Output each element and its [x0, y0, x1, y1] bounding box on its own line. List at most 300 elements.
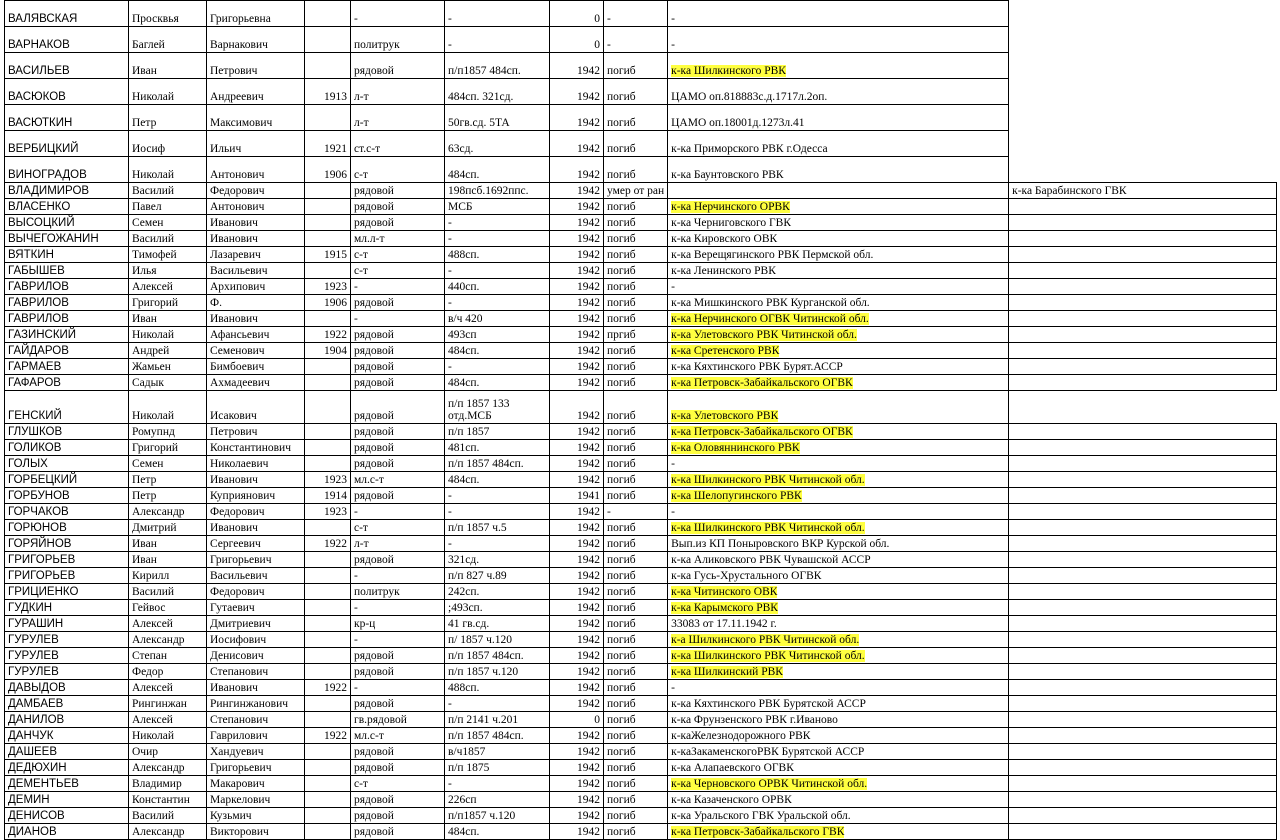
source-cell: к-ка Мишкинского РВК Курганской обл.: [668, 295, 1009, 311]
surname-cell: ГРИГОРЬЕВ: [5, 552, 129, 568]
extra-source-cell: [1009, 157, 1277, 183]
rank-cell: мл.с-т: [351, 472, 445, 488]
birth-year-cell: [305, 311, 351, 327]
surname-cell: ГАВРИЛОВ: [5, 279, 129, 295]
birth-year-cell: [305, 231, 351, 247]
death-year-cell: 1942: [550, 808, 604, 824]
first-name-cell: Иван: [129, 53, 207, 79]
surname-cell: ДИАНОВ: [5, 824, 129, 840]
first-name-cell: Дмитрий: [129, 520, 207, 536]
rank-cell: мл.с-т: [351, 728, 445, 744]
rank-cell: рядовой: [351, 456, 445, 472]
fate-cell: погиб: [604, 391, 668, 424]
fate-cell: умер от ран: [604, 183, 668, 199]
source-cell: [668, 520, 1009, 536]
fate-cell: погиб: [604, 664, 668, 680]
unit-cell: -: [445, 1, 550, 27]
rank-cell: рядовой: [351, 295, 445, 311]
patronymic-cell: Сергеевич: [207, 536, 305, 552]
table-row: [5, 552, 1277, 568]
source-cell: [668, 584, 1009, 600]
source-cell: [668, 375, 1009, 391]
source-cell: [668, 600, 1009, 616]
surname-cell: ДАМБАЕВ: [5, 696, 129, 712]
patronymic-cell: Федорович: [207, 504, 305, 520]
surname-cell: ГУРУЛЕВ: [5, 664, 129, 680]
source-cell: 33083 от 17.11.1942 г.: [668, 616, 1009, 632]
source-cell: к-ка Кяхтинского РВК Бурятской АССР: [668, 696, 1009, 712]
rank-cell: с-т: [351, 776, 445, 792]
death-year-cell: 1942: [550, 311, 604, 327]
fate-cell: погиб: [604, 760, 668, 776]
source-cell: [668, 53, 1009, 79]
extra-source-cell: [1009, 504, 1277, 520]
table-row: [5, 680, 1277, 696]
fate-cell: погиб: [604, 632, 668, 648]
birth-year-cell: [305, 552, 351, 568]
unit-cell: -: [445, 776, 550, 792]
patronymic-cell: Архипович: [207, 279, 305, 295]
first-name-cell: Александр: [129, 760, 207, 776]
table-row: [5, 728, 1277, 744]
death-year-cell: 1942: [550, 359, 604, 375]
source-cell: к-каЗакаменскогоРВК Бурятской АССР: [668, 744, 1009, 760]
rank-cell: рядовой: [351, 792, 445, 808]
rank-cell: рядовой: [351, 327, 445, 343]
fate-cell: погиб: [604, 552, 668, 568]
surname-cell: ГОРБЕЦКИЙ: [5, 472, 129, 488]
first-name-cell: Ромупнд: [129, 424, 207, 440]
table-row: [5, 215, 1277, 231]
birth-year-cell: [305, 664, 351, 680]
extra-source-cell: [1009, 456, 1277, 472]
table-row: [5, 616, 1277, 632]
unit-cell: 484сп.: [445, 343, 550, 359]
extra-source-cell: [1009, 632, 1277, 648]
unit-cell: 198пcб.1692ппс.: [445, 183, 550, 199]
highlighted-source: к-ка Черновского ОРВК Читинской обл.: [671, 777, 868, 790]
death-year-cell: 1942: [550, 696, 604, 712]
birth-year-cell: [305, 808, 351, 824]
death-year-cell: 1942: [550, 391, 604, 424]
death-year-cell: 1942: [550, 824, 604, 840]
death-year-cell: 1941: [550, 488, 604, 504]
birth-year-cell: [305, 359, 351, 375]
surname-cell: ВАСИЛЬЕВ: [5, 53, 129, 79]
extra-source-cell: [1009, 808, 1277, 824]
birth-year-cell: 1923: [305, 279, 351, 295]
first-name-cell: Николай: [129, 157, 207, 183]
unit-cell: п/п 827 ч.89: [445, 568, 550, 584]
extra-source-cell: [1009, 648, 1277, 664]
birth-year-cell: [305, 760, 351, 776]
unit-cell: -: [445, 231, 550, 247]
highlighted-source: к-ка Сретенского РВК: [671, 344, 780, 357]
death-year-cell: 1942: [550, 327, 604, 343]
table-row: [5, 359, 1277, 375]
source-cell: [668, 311, 1009, 327]
death-year-cell: 1942: [550, 664, 604, 680]
surname-cell: ГОРБУНОВ: [5, 488, 129, 504]
death-year-cell: 1942: [550, 728, 604, 744]
first-name-cell: Василий: [129, 231, 207, 247]
fate-cell: погиб: [604, 728, 668, 744]
death-year-cell: 1942: [550, 295, 604, 311]
source-cell: [668, 472, 1009, 488]
unit-cell: 484сп.: [445, 375, 550, 391]
surname-cell: ДЕДЮХИН: [5, 760, 129, 776]
unit-cell: 63сд.: [445, 131, 550, 157]
fate-cell: погиб: [604, 231, 668, 247]
fate-cell: -: [604, 1, 668, 27]
patronymic-cell: Кузьмич: [207, 808, 305, 824]
first-name-cell: Алексей: [129, 616, 207, 632]
surname-cell: ГАБЫШЕВ: [5, 263, 129, 279]
source-cell: [668, 343, 1009, 359]
unit-cell: 481сп.: [445, 440, 550, 456]
death-year-cell: 0: [550, 1, 604, 27]
birth-year-cell: [305, 391, 351, 424]
table-row: [5, 568, 1277, 584]
birth-year-cell: [305, 568, 351, 584]
first-name-cell: Рингинжан: [129, 696, 207, 712]
table-row: [5, 824, 1277, 840]
birth-year-cell: 1914: [305, 488, 351, 504]
table-row: [5, 105, 1277, 131]
unit-cell: -: [445, 359, 550, 375]
surname-cell: ДАНИЛОВ: [5, 712, 129, 728]
unit-cell: 484сп.: [445, 472, 550, 488]
source-cell: ЦАМО оп.18001д.1273л.41: [668, 105, 1009, 131]
birth-year-cell: 1922: [305, 536, 351, 552]
fate-cell: погиб: [604, 311, 668, 327]
extra-source-cell: [1009, 744, 1277, 760]
birth-year-cell: [305, 199, 351, 215]
rank-cell: рядовой: [351, 744, 445, 760]
rank-cell: -: [351, 504, 445, 520]
extra-source-cell: [1009, 1, 1277, 27]
surname-cell: ГАЙДАРОВ: [5, 343, 129, 359]
death-year-cell: 1942: [550, 504, 604, 520]
source-cell: к-ка Гусь-Хрустального ОГВК: [668, 568, 1009, 584]
extra-source-cell: [1009, 792, 1277, 808]
extra-source-cell: [1009, 247, 1277, 263]
rank-cell: с-т: [351, 263, 445, 279]
source-cell: к-каЖелезнодорожного РВК: [668, 728, 1009, 744]
surname-cell: ВАСЮТКИН: [5, 105, 129, 131]
first-name-cell: Жамьен: [129, 359, 207, 375]
surname-cell: ВЫСОЦКИЙ: [5, 215, 129, 231]
extra-source-cell: к-ка Барабинского ГВК: [1009, 183, 1277, 199]
surname-cell: ВИНОГРАДОВ: [5, 157, 129, 183]
highlighted-source: к-ка Шилкинского РВК: [671, 64, 786, 77]
unit-cell: п/п1857 484сп.: [445, 53, 550, 79]
patronymic-cell: Лазаревич: [207, 247, 305, 263]
patronymic-cell: Андреевич: [207, 79, 305, 105]
unit-cell: -: [445, 488, 550, 504]
extra-source-cell: [1009, 488, 1277, 504]
first-name-cell: Василий: [129, 584, 207, 600]
birth-year-cell: [305, 696, 351, 712]
surname-cell: ГАВРИЛОВ: [5, 295, 129, 311]
source-cell: к-ка Черниговского ГВК: [668, 215, 1009, 231]
patronymic-cell: Григорьевич: [207, 760, 305, 776]
death-year-cell: 1942: [550, 440, 604, 456]
source-cell: [668, 183, 1009, 199]
table-row: [5, 648, 1277, 664]
fate-cell: погиб: [604, 440, 668, 456]
birth-year-cell: [305, 456, 351, 472]
highlighted-source: к-ка Улетовского РВК: [671, 409, 779, 422]
unit-cell: 41 гв.сд.: [445, 616, 550, 632]
birth-year-cell: 1913: [305, 79, 351, 105]
birth-year-cell: [305, 27, 351, 53]
patronymic-cell: Иванович: [207, 311, 305, 327]
first-name-cell: Садык: [129, 375, 207, 391]
patronymic-cell: Ильич: [207, 131, 305, 157]
fate-cell: погиб: [604, 199, 668, 215]
rank-cell: рядовой: [351, 648, 445, 664]
source-cell: [668, 824, 1009, 840]
birth-year-cell: 1906: [305, 157, 351, 183]
surname-cell: ДАНЧУК: [5, 728, 129, 744]
surname-cell: ГОЛИКОВ: [5, 440, 129, 456]
death-year-cell: 1942: [550, 79, 604, 105]
patronymic-cell: Антонович: [207, 157, 305, 183]
extra-source-cell: [1009, 680, 1277, 696]
table-row: [5, 504, 1277, 520]
extra-source-cell: [1009, 79, 1277, 105]
surname-cell: ВАСЮКОВ: [5, 79, 129, 105]
extra-source-cell: [1009, 391, 1277, 424]
death-year-cell: 1942: [550, 279, 604, 295]
fate-cell: погиб: [604, 648, 668, 664]
unit-cell: п/п1857 ч.120: [445, 808, 550, 824]
unit-cell: 440сп.: [445, 279, 550, 295]
rank-cell: -: [351, 600, 445, 616]
extra-source-cell: [1009, 568, 1277, 584]
source-cell: [668, 424, 1009, 440]
rank-cell: рядовой: [351, 440, 445, 456]
extra-source-cell: [1009, 311, 1277, 327]
fate-cell: погиб: [604, 680, 668, 696]
unit-cell: -: [445, 696, 550, 712]
unit-cell: п/п 1857 ч.5: [445, 520, 550, 536]
first-name-cell: Алексей: [129, 279, 207, 295]
patronymic-cell: Федорович: [207, 183, 305, 199]
table-row: [5, 1, 1277, 27]
fate-cell: погиб: [604, 584, 668, 600]
extra-source-cell: [1009, 295, 1277, 311]
table-row: [5, 664, 1277, 680]
unit-cell: -: [445, 536, 550, 552]
birth-year-cell: [305, 263, 351, 279]
source-cell: [668, 776, 1009, 792]
death-year-cell: 1942: [550, 263, 604, 279]
birth-year-cell: [305, 648, 351, 664]
birth-year-cell: [305, 440, 351, 456]
source-cell: к-ка Уральского ГВК Уральской обл.: [668, 808, 1009, 824]
surname-cell: ГАЗИНСКИЙ: [5, 327, 129, 343]
death-year-cell: 1942: [550, 424, 604, 440]
fate-cell: погиб: [604, 279, 668, 295]
rank-cell: рядовой: [351, 215, 445, 231]
first-name-cell: Василий: [129, 808, 207, 824]
birth-year-cell: [305, 183, 351, 199]
source-cell: [668, 440, 1009, 456]
first-name-cell: Иван: [129, 311, 207, 327]
source-cell: -: [668, 27, 1009, 53]
fate-cell: погиб: [604, 712, 668, 728]
surname-cell: ГРИЦИЕНКО: [5, 584, 129, 600]
extra-source-cell: [1009, 327, 1277, 343]
rank-cell: -: [351, 279, 445, 295]
patronymic-cell: Максимович: [207, 105, 305, 131]
source-cell: -: [668, 504, 1009, 520]
table-row: [5, 295, 1277, 311]
rank-cell: кр-ц: [351, 616, 445, 632]
extra-source-cell: [1009, 472, 1277, 488]
unit-cell: 484сп. 321сд.: [445, 79, 550, 105]
rank-cell: л-т: [351, 105, 445, 131]
patronymic-cell: Григорьевна: [207, 1, 305, 27]
rank-cell: -: [351, 680, 445, 696]
death-year-cell: 1942: [550, 632, 604, 648]
birth-year-cell: [305, 776, 351, 792]
death-year-cell: 1942: [550, 199, 604, 215]
patronymic-cell: Степанович: [207, 712, 305, 728]
highlighted-source: к-ка Нерчинского ОРВК: [671, 200, 790, 213]
rank-cell: гв.рядовой: [351, 712, 445, 728]
table-row: [5, 792, 1277, 808]
patronymic-cell: Васильевич: [207, 568, 305, 584]
fate-cell: погиб: [604, 536, 668, 552]
table-row: [5, 488, 1277, 504]
first-name-cell: Николай: [129, 327, 207, 343]
surname-cell: ВЕРБИЦКИЙ: [5, 131, 129, 157]
source-cell: -: [668, 456, 1009, 472]
fate-cell: погиб: [604, 375, 668, 391]
table-row: [5, 157, 1277, 183]
extra-source-cell: [1009, 776, 1277, 792]
source-cell: к-ка Приморского РВК г.Одесса: [668, 131, 1009, 157]
table-row: [5, 183, 1277, 199]
extra-source-cell: [1009, 520, 1277, 536]
birth-year-cell: [305, 824, 351, 840]
death-year-cell: 1942: [550, 375, 604, 391]
surname-cell: ГРИГОРЬЕВ: [5, 568, 129, 584]
rank-cell: л-т: [351, 79, 445, 105]
death-year-cell: 0: [550, 27, 604, 53]
first-name-cell: Баглей: [129, 27, 207, 53]
patronymic-cell: Иванович: [207, 472, 305, 488]
death-year-cell: 0: [550, 712, 604, 728]
unit-cell: 484сп.: [445, 157, 550, 183]
table-row: [5, 632, 1277, 648]
surname-cell: ВАРНАКОВ: [5, 27, 129, 53]
table-row: [5, 343, 1277, 359]
extra-source-cell: [1009, 824, 1277, 840]
highlighted-source: к-а Шилкинского РВК Читинской обл.: [671, 633, 860, 646]
source-cell: [668, 488, 1009, 504]
surname-cell: ГОРЯЙНОВ: [5, 536, 129, 552]
table-row: [5, 760, 1277, 776]
extra-source-cell: [1009, 536, 1277, 552]
surname-cell: ГУДКИН: [5, 600, 129, 616]
table-row: [5, 79, 1277, 105]
first-name-cell: Очир: [129, 744, 207, 760]
source-cell: [668, 199, 1009, 215]
surname-cell: ГОРЮНОВ: [5, 520, 129, 536]
table-row: [5, 247, 1277, 263]
first-name-cell: Павел: [129, 199, 207, 215]
rank-cell: рядовой: [351, 488, 445, 504]
birth-year-cell: 1915: [305, 247, 351, 263]
first-name-cell: Кирилл: [129, 568, 207, 584]
patronymic-cell: Ф.: [207, 295, 305, 311]
death-year-cell: 1942: [550, 105, 604, 131]
source-cell: к-ка Казаченского ОРВК: [668, 792, 1009, 808]
death-year-cell: 1942: [550, 472, 604, 488]
first-name-cell: Илья: [129, 263, 207, 279]
death-year-cell: 1942: [550, 183, 604, 199]
birth-year-cell: [305, 584, 351, 600]
unit-cell: п/п 1857 484сп.: [445, 728, 550, 744]
table-row: [5, 776, 1277, 792]
rank-cell: л-т: [351, 536, 445, 552]
table-row: [5, 131, 1277, 157]
first-name-cell: Степан: [129, 648, 207, 664]
unit-cell: ;493сп.: [445, 600, 550, 616]
fate-cell: погиб: [604, 520, 668, 536]
extra-source-cell: [1009, 263, 1277, 279]
rank-cell: с-т: [351, 247, 445, 263]
unit-cell: в/ч1857: [445, 744, 550, 760]
death-year-cell: 1942: [550, 53, 604, 79]
death-year-cell: 1942: [550, 616, 604, 632]
table-row: [5, 327, 1277, 343]
death-year-cell: 1942: [550, 520, 604, 536]
first-name-cell: Григорий: [129, 295, 207, 311]
death-year-cell: 1942: [550, 215, 604, 231]
death-year-cell: 1942: [550, 600, 604, 616]
patronymic-cell: Викторович: [207, 824, 305, 840]
first-name-cell: Семен: [129, 215, 207, 231]
patronymic-cell: Макарович: [207, 776, 305, 792]
surname-cell: ВЯТКИН: [5, 247, 129, 263]
extra-source-cell: [1009, 696, 1277, 712]
extra-source-cell: [1009, 728, 1277, 744]
extra-source-cell: [1009, 760, 1277, 776]
patronymic-cell: Петрович: [207, 424, 305, 440]
unit-cell: п/п 2141 ч.201: [445, 712, 550, 728]
source-cell: [668, 664, 1009, 680]
extra-source-cell: [1009, 424, 1277, 440]
highlighted-source: к-ка Шилкинского РВК Читинской обл.: [671, 473, 865, 486]
unit-cell: 321сд.: [445, 552, 550, 568]
patronymic-cell: Варнакович: [207, 27, 305, 53]
first-name-cell: Александр: [129, 504, 207, 520]
highlighted-source: к-ка Карымского РВК: [671, 601, 778, 614]
table-row: [5, 584, 1277, 600]
death-year-cell: 1942: [550, 456, 604, 472]
extra-source-cell: [1009, 552, 1277, 568]
death-year-cell: 1942: [550, 552, 604, 568]
patronymic-cell: Степанович: [207, 664, 305, 680]
highlighted-source: к-ка Оловяннинского РВК: [671, 441, 800, 454]
surname-cell: ВЛАСЕНКО: [5, 199, 129, 215]
rank-cell: с-т: [351, 157, 445, 183]
